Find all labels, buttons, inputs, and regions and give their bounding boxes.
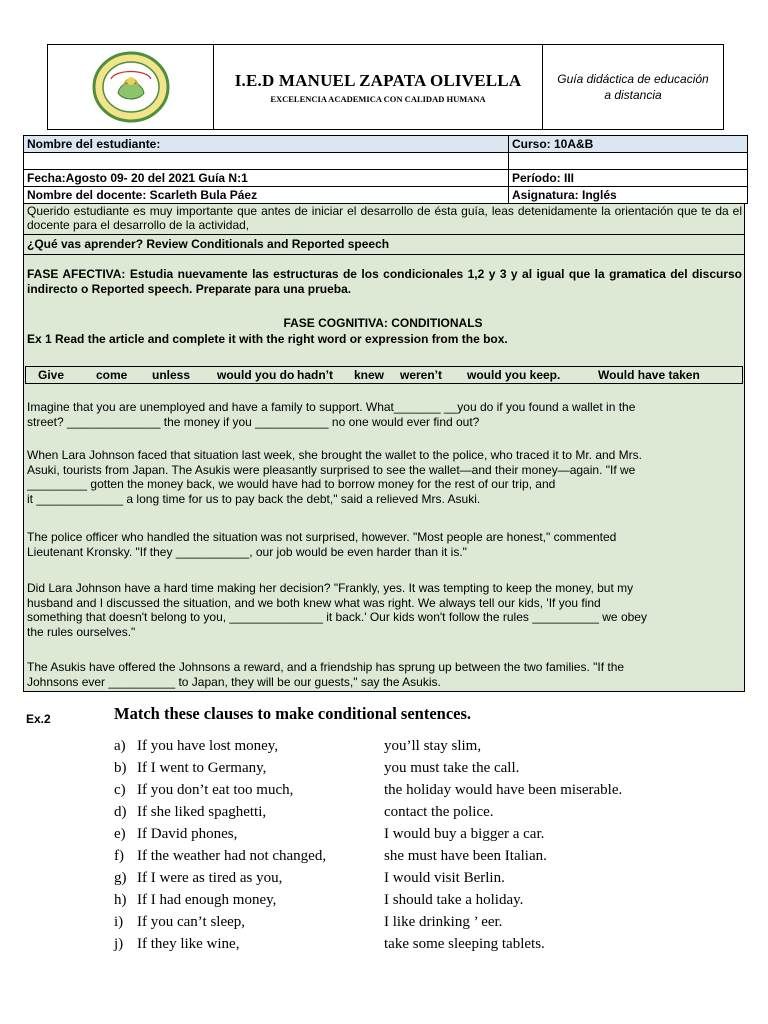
match-row: [114, 848, 654, 869]
teacher-row: [24, 187, 748, 204]
date-row: [24, 170, 748, 187]
result-clause: I like drinking ’ eer.: [384, 914, 503, 930]
match-row: [114, 914, 654, 935]
article-line: The police officer who handled the situation was not surprised, however. "Most people are honest," commented: [27, 530, 617, 544]
fase-afectiva: FASE AFECTIVA: Estudia nuevamente las estructuras de los condicionales 1,2 y 3 y al igual que la gramatica del discurso indirecto o Reported speech. Preparate para una prueba.: [27, 267, 742, 296]
article-line: street? ______________ the money if you ___________ no one would ever find out?: [27, 414, 480, 429]
article-line: Imagine that you are unemployed and have a family to support. What_______ __you do if you found a wallet in the: [27, 400, 636, 414]
document-header: [47, 44, 724, 130]
word-option: Give: [38, 368, 65, 382]
result-clause: she must have been Italian.: [384, 848, 547, 864]
article-paragraph: [27, 400, 635, 429]
subject-label: Asignatura: Inglés: [509, 187, 748, 203]
ex1-instruction: Ex 1 Read the article and complete it with the right word or expression from the box.: [27, 332, 508, 346]
article-paragraph: [27, 660, 624, 689]
guide-type: Guía didáctica de educación a distancia: [557, 72, 709, 102]
student-info-table: [23, 135, 748, 204]
match-row: [114, 804, 654, 825]
article-line: something that doesn't belong to you, ______________ it back.' Our kids won't follow the rules __________ we obey: [27, 610, 647, 624]
item-letter: j): [114, 936, 124, 952]
fase-cognitiva-title: FASE COGNITIVA: CONDITIONALS: [283, 316, 483, 330]
if-clause: If you can’t sleep,: [137, 914, 246, 930]
intro-text: Querido estudiante es muy importante que antes de iniciar el desarrollo de ésta guía, leas detenidamente la orientación que te da el docente para el desarrollo de la actividad,: [27, 204, 742, 232]
if-clause: If I went to Germany,: [137, 760, 267, 776]
school-motto: EXCELENCIA ACADEMICA CON CALIDAD HUMANA: [270, 93, 486, 104]
word-option: weren’t: [400, 368, 443, 382]
article-paragraph: [27, 448, 642, 506]
school-logo-cell: [48, 45, 214, 129]
school-seal-icon: [91, 51, 171, 123]
item-letter: g): [114, 870, 127, 886]
article-line: Lieutenant Kronsky. "If they ___________, our job would be even harder than it is.": [27, 544, 467, 559]
item-letter: b): [114, 760, 127, 776]
result-clause: contact the police.: [384, 804, 494, 820]
item-letter: d): [114, 804, 127, 820]
student-row: [24, 136, 748, 153]
article-line: When Lara Johnson faced that situation last week, she brought the wallet to the police, who traced it to Mr. and Mrs.: [27, 448, 643, 462]
word-option: hadn’t: [297, 368, 333, 382]
article-line: Did Lara Johnson have a hard time making her decision? "Frankly, yes. It was tempting to keep the money, but my: [27, 581, 634, 595]
item-letter: f): [114, 848, 124, 864]
if-clause: If you have lost money,: [137, 738, 279, 754]
item-letter: e): [114, 826, 126, 842]
if-clause: If they like wine,: [137, 936, 240, 952]
if-clause: If you don’t eat too much,: [137, 782, 294, 798]
ex2-title: Match these clauses to make conditional sentences.: [114, 704, 472, 723]
word-option: knew: [354, 368, 385, 382]
article-line: _________ gotten the money back, we would have had to borrow money for the rest of our trip, and: [27, 477, 556, 491]
word-option: would you do: [217, 368, 295, 382]
student-name-label: Nombre del estudiante:: [24, 136, 509, 152]
article-paragraph: [27, 530, 616, 559]
item-letter: a): [114, 738, 126, 754]
item-letter: h): [114, 892, 127, 908]
result-clause: I would visit Berlin.: [384, 870, 505, 886]
ex2-label: Ex.2: [26, 712, 51, 726]
article-line: the rules ourselves.": [27, 624, 136, 639]
match-row: [114, 826, 654, 847]
period-label: Período: III: [509, 170, 748, 186]
blank-row: [24, 153, 748, 170]
if-clause: If I were as tired as you,: [137, 870, 283, 886]
divider: [23, 254, 745, 255]
word-option: would you keep.: [467, 368, 561, 382]
word-option: come: [96, 368, 128, 382]
result-clause: you must take the call.: [384, 760, 520, 776]
match-row: [114, 760, 654, 781]
blank-cell: [509, 153, 748, 169]
item-letter: i): [114, 914, 124, 930]
word-box: [25, 366, 743, 384]
article-line: it _____________ a long time for us to pay back the debt," said a relieved Mrs. Asuki.: [27, 491, 481, 506]
result-clause: I should take a holiday.: [384, 892, 524, 908]
article-line: The Asukis have offered the Johnsons a reward, and a friendship has sprung up between the two families. "If the: [27, 660, 625, 674]
result-clause: I would buy a bigger a car.: [384, 826, 545, 842]
article-line: Johnsons ever __________ to Japan, they will be our guests," say the Asukis.: [27, 674, 441, 689]
if-clause: If David phones,: [137, 826, 238, 842]
article-line: husband and I discussed the situation, and we both knew what was right. We always tell our kids, 'If you find: [27, 595, 601, 610]
result-clause: you’ll stay slim,: [384, 738, 482, 754]
result-clause: the holiday would have been miserable.: [384, 782, 623, 798]
match-row: [114, 782, 654, 803]
school-title-cell: [214, 45, 543, 129]
date-guide-label: Fecha:Agosto 09- 20 del 2021 Guía N:1: [24, 170, 509, 186]
school-name: I.E.D MANUEL ZAPATA OLIVELLA: [234, 70, 522, 90]
item-letter: c): [114, 782, 126, 798]
blank-cell: [24, 153, 509, 169]
result-clause: take some sleeping tablets.: [384, 936, 545, 952]
teacher-label: Nombre del docente: Scarleth Bula Páez: [24, 187, 509, 203]
divider: [23, 234, 745, 235]
word-option: unless: [152, 368, 191, 382]
ex2-match-exercise: [108, 698, 654, 959]
match-row: [114, 936, 654, 957]
article-paragraph: [27, 581, 647, 639]
course-label: Curso: 10A&B: [509, 136, 748, 152]
match-row: [114, 870, 654, 891]
activity-section: [23, 204, 745, 692]
match-row: [114, 892, 654, 913]
article-line: Asuki, tourists from Japan. The Asukis were pleasantly surprised to see the wallet—and their money—again. "If we: [27, 462, 636, 477]
if-clause: If the weather had not changed,: [137, 848, 327, 864]
if-clause: If she liked spaghetti,: [137, 804, 267, 820]
word-option: Would have taken: [598, 368, 700, 382]
match-row: [114, 738, 654, 759]
what-to-learn: ¿Qué vas aprender? Review Conditionals and Reported speech: [27, 237, 390, 251]
if-clause: If I had enough money,: [137, 892, 277, 908]
